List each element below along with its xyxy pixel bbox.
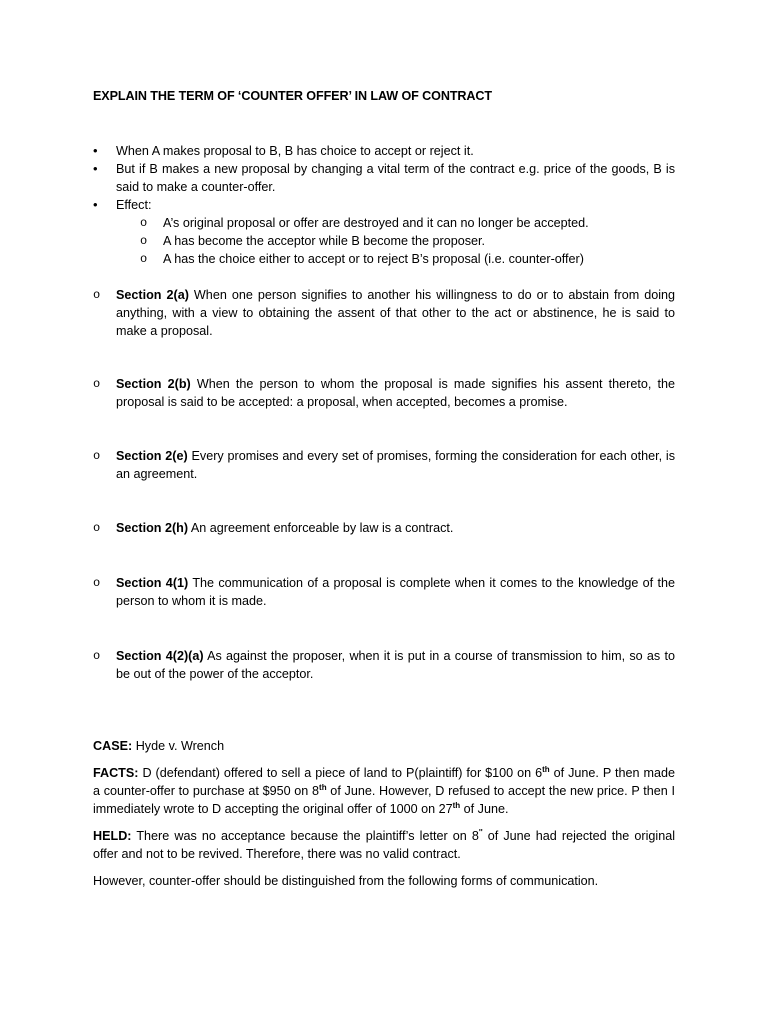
superscript: th: [452, 800, 461, 810]
bullet-item: [93, 196, 675, 214]
section-item: [93, 375, 675, 411]
page-title: EXPLAIN THE TERM OF ‘COUNTER OFFER’ IN LAW OF CONTRACT: [93, 89, 492, 103]
bullet-item: [93, 160, 675, 196]
bullet-text: When A makes proposal to B, B has choice to accept or reject it.: [116, 144, 474, 158]
circle-bullet-icon: o: [93, 649, 101, 663]
circle-bullet-icon: o: [140, 234, 148, 248]
section-label: Section 2(h): [116, 521, 189, 535]
effect-text: A’s original proposal or offer are destroyed and it can no longer be accepted.: [163, 216, 589, 230]
section-label: Section 2(a): [116, 288, 189, 302]
section-text: An agreement enforceable by law is a contract.: [190, 521, 454, 535]
bullet-text: But if B makes a new proposal by changing a vital term of the contract e.g. price of the goods, B is said to make a counter-offer.: [116, 162, 675, 194]
section-item: [93, 286, 675, 340]
superscript: th: [319, 782, 327, 792]
case-label: CASE:: [93, 739, 133, 753]
section-text: As against the proposer, when it is put in a course of transmission to him, so as to be out of the power of the acceptor.: [116, 649, 675, 681]
section-item: [93, 574, 675, 610]
superscript: '': [478, 827, 483, 837]
circle-bullet-icon: o: [140, 252, 148, 266]
circle-bullet-icon: o: [93, 521, 101, 535]
section-label: Section 4(2)(a): [116, 649, 204, 663]
held-paragraph: [93, 827, 675, 863]
section-label: Section 4(1): [116, 576, 189, 590]
facts-text: of June. P then made a counter-offer to purchase at $950 on 8: [93, 766, 675, 798]
circle-bullet-icon: o: [93, 377, 101, 391]
section-text: Every promises and every set of promises, forming the consideration for each other, is an agreement.: [116, 449, 675, 481]
facts-label: FACTS:: [93, 766, 139, 780]
bullet-icon: [93, 196, 113, 214]
superscript: th: [542, 764, 550, 774]
section-item: [93, 647, 675, 683]
section-text: When the person to whom the proposal is made signifies his assent thereto, the proposal is said to be accepted: a proposal, when accepted, becomes a promise.: [116, 377, 675, 409]
section-label: Section 2(e): [116, 449, 188, 463]
effect-item: [140, 250, 660, 268]
circle-bullet-icon: o: [93, 288, 101, 302]
held-text: of June had rejected the original offer and not to be revived. Therefore, there was no valid contract.: [93, 829, 675, 861]
section-item: [93, 447, 675, 483]
circle-bullet-icon: o: [140, 216, 148, 230]
held-text: There was no acceptance because the plaintiff’s letter on 8: [136, 829, 479, 843]
section-text: The communication of a proposal is complete when it comes to the knowledge of the person to whom it is made.: [116, 576, 676, 608]
section-label: Section 2(b): [116, 377, 191, 391]
facts-paragraph: [93, 764, 675, 818]
bullet-icon: [93, 160, 113, 178]
closing-paragraph: However, counter-offer should be distinguished from the following forms of communication.: [93, 874, 599, 888]
facts-text: D (defendant) offered to sell a piece of land to P(plaintiff) for $100 on 6: [142, 766, 543, 780]
held-label: HELD:: [93, 829, 132, 843]
circle-bullet-icon: o: [93, 449, 101, 463]
effect-text: A has become the acceptor while B become the proposer.: [163, 234, 486, 248]
effect-item: [140, 232, 660, 250]
case-line: [93, 737, 675, 755]
section-item: [93, 519, 675, 537]
bullet-text: Effect:: [116, 198, 152, 212]
bullet-icon: [93, 142, 113, 160]
case-name: Hyde v. Wrench: [135, 739, 225, 753]
facts-text: of June.: [460, 802, 509, 816]
effect-item: [140, 214, 660, 232]
circle-bullet-icon: o: [93, 576, 101, 590]
section-text: When one person signifies to another his willingness to do or to abstain from doing anything, with a view to obtaining the assent of that other to the act or abstinence, he is said to make a proposal.: [116, 288, 676, 338]
effect-text: A has the choice either to accept or to reject B’s proposal (i.e. counter-offer): [163, 252, 584, 266]
facts-text: of June. However, D refused to accept the new price. P then I immediately wrote to D accepting the original offer of 1000 on 27: [93, 784, 675, 816]
bullet-item: [93, 142, 675, 160]
